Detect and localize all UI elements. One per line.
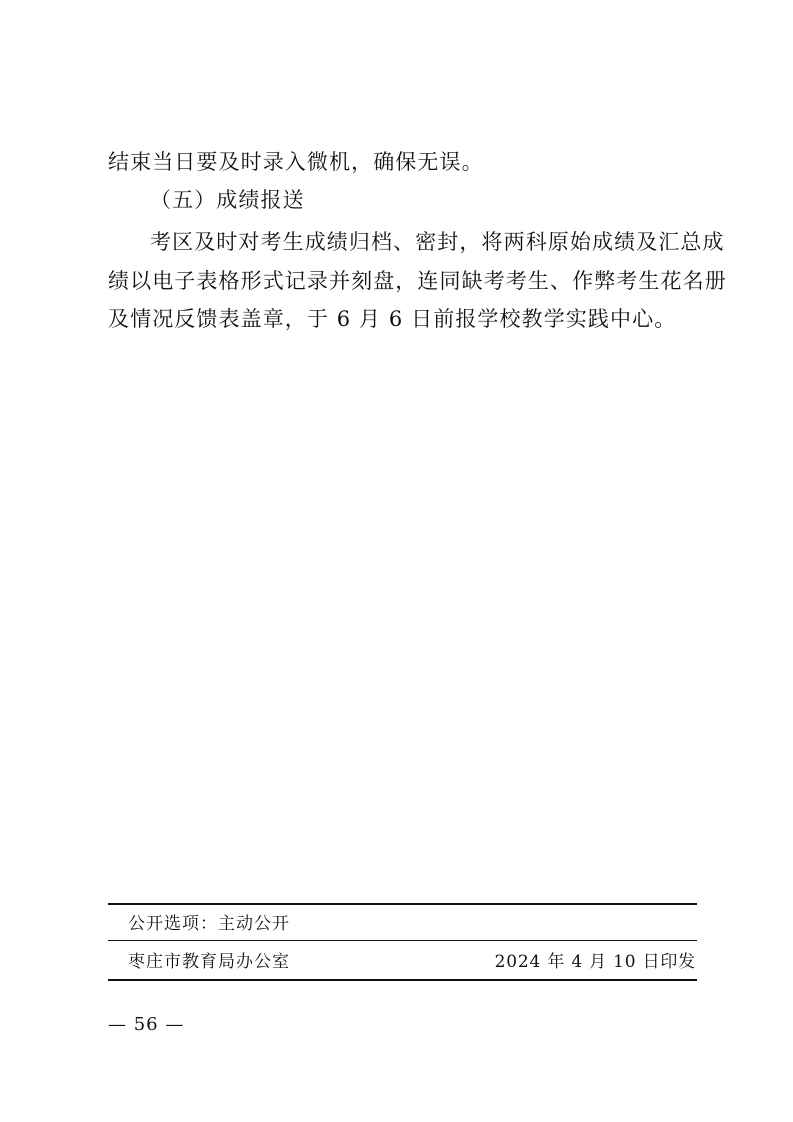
paragraph-line-1: 考区及时对考生成绩归档、密封，将两科原始成绩及汇总成 [150,230,725,254]
footer-middle-rule [108,940,697,941]
disclosure-option: 公开选项：主动公开 [128,914,290,934]
page-number: — 56 — [108,1014,185,1035]
section-heading: （五）成绩报送 [150,188,305,212]
footer-top-rule [108,903,697,905]
footer-bottom-rule [108,979,697,981]
issue-date: 2024 年 4 月 10 日印发 [494,952,696,972]
paragraph-line-3: 及情况反馈表盖章，于 6 月 6 日前报学校教学实践中心。 [108,307,677,331]
issuing-office: 枣庄市教育局办公室 [128,952,290,972]
paragraph-end-line: 结束当日要及时录入微机，确保无误。 [108,150,484,174]
paragraph-line-2: 绩以电子表格形式记录并刻盘，连同缺考考生、作弊考生花名册 [108,269,727,293]
